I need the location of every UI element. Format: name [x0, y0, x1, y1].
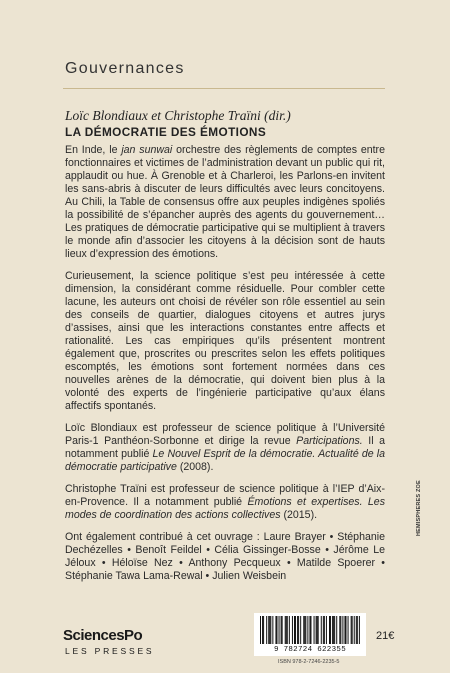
- barcode-bar: [269, 616, 270, 644]
- barcode-bar: [282, 616, 283, 644]
- barcode-bar: [330, 616, 331, 644]
- barcode-number: 9 782724 622355: [273, 646, 346, 654]
- barcode-bar: [270, 616, 271, 644]
- barcode-bar: [314, 616, 315, 644]
- isbn: ISBN 978-2-7246-2235-5: [278, 659, 340, 665]
- barcode-bar: [303, 616, 304, 644]
- series-name: Gouvernances: [65, 60, 185, 77]
- barcode-bar: [309, 616, 310, 644]
- barcode-bar: [292, 616, 293, 644]
- barcode-bar: [348, 616, 349, 644]
- barcode-bar: [357, 616, 358, 644]
- barcode-bar: [336, 616, 337, 644]
- barcode-bar: [356, 616, 357, 644]
- barcode-bar: [295, 616, 296, 644]
- contributors-list: Ont également contribué à cet ouvrage : Laure Brayer • Stéphanie Dechézelles • Benoît Feildel • Célia Gissinger-Bosse • Jérôme Le Jéloux • Héloïse Nez • Anthony Pecqueux • Matilde Spoerer • Stéphanie Tawa Lama-Rewal • Julien Weisbein: [65, 531, 385, 582]
- barcode-bar: [323, 616, 324, 644]
- publisher-logo: [63, 627, 154, 656]
- barcode-bar: [333, 616, 334, 644]
- publisher-logo-name: SciencesPo: [63, 627, 143, 644]
- barcode-bar: [339, 616, 340, 644]
- barcode-bar: [263, 616, 264, 644]
- barcode-bar: [305, 616, 306, 644]
- barcode-bar: [298, 616, 299, 644]
- barcode-bar: [272, 616, 273, 644]
- barcode-bar: [310, 616, 311, 644]
- barcode-bar: [294, 616, 295, 644]
- barcode-bar: [281, 616, 282, 644]
- barcode-bar: [351, 616, 352, 644]
- barcode-bar: [321, 616, 322, 644]
- barcode-bar: [260, 616, 261, 644]
- barcode-bar: [352, 616, 353, 644]
- barcode-bar: [316, 616, 317, 644]
- barcode-bar: [345, 616, 346, 644]
- author-bio-traini: Christophe Traïni est professeur de science politique à l’IEP d’Aix-en-Provence. Il a notamment publié Émotions et expertises. Les modes de coordination des actions collectives (2015).: [65, 483, 385, 521]
- barcode-bar: [262, 616, 263, 644]
- barcode-bar: [317, 616, 318, 644]
- partner-imprint-logo: HEMISPHERES ZOE: [416, 480, 422, 536]
- barcode-bar: [332, 616, 333, 644]
- barcode-bar: [300, 616, 301, 644]
- barcode-bar: [354, 616, 355, 644]
- book-authors: Loïc Blondiaux et Christophe Traïni (dir.): [65, 108, 291, 123]
- barcode-bar: [286, 616, 287, 644]
- barcode-bar: [297, 616, 298, 644]
- cover-blurb: [65, 144, 385, 583]
- barcode-bar: [342, 616, 343, 644]
- barcode-bar: [334, 616, 335, 644]
- barcode-bar: [268, 616, 269, 644]
- barcode-bar: [276, 616, 277, 644]
- barcode-bar: [307, 616, 308, 644]
- barcode-bar: [340, 616, 341, 644]
- blurb-paragraph-1: En Inde, le jan sunwai orchestre des règlements de comptes entre fonctionnaires et victimes de l’administration devant un public qui rit, applaudit ou hue. À Grenoble et à Charleroi, les Parlons-en invitent les sans-abris à discuter de leurs difficultés avec leurs concitoyens. Au Chili, la Table de consensus offre aux peuples indigènes spoliés la possibilité de s’épancher auprès des agents du gouvernement… Les pratiques de démocratie participative qui se multiplient à travers le monde afin d’associer les citoyens à la décision sont de hauts lieux d’expression des émotions.: [65, 144, 385, 260]
- barcode-bar: [318, 616, 319, 644]
- publisher-logo-subtitle: LES PRESSES: [65, 646, 155, 656]
- top-divider: [63, 88, 385, 89]
- barcode-bars: [260, 616, 360, 644]
- barcode-bar: [359, 616, 360, 644]
- price: 21€: [376, 630, 395, 642]
- barcode-bar: [324, 616, 325, 644]
- barcode-bar: [329, 616, 330, 644]
- barcode: [254, 613, 366, 656]
- barcode-bar: [275, 616, 276, 644]
- barcode-bar: [287, 616, 288, 644]
- barcode-bar: [326, 616, 327, 644]
- barcode-bar: [344, 616, 345, 644]
- barcode-bar: [304, 616, 305, 644]
- barcode-bar: [266, 616, 267, 644]
- author-bio-blondiaux: Loïc Blondiaux est professeur de science politique à l’Université Paris-1 Panthéon-Sorbonne et dirige la revue Participations. Il a notamment publié Le Nouvel Esprit de la démocratie. Actualité de la démocratie participative (2008).: [65, 422, 386, 473]
- barcode-bar: [285, 616, 286, 644]
- barcode-bar: [279, 616, 280, 644]
- blurb-paragraph-2: Curieusement, la science politique s’est peu intéressée à cette dimension, la considérant comme résiduelle. Pour combler cette lacune, les auteurs ont choisi de révéler son rôle essentiel au sein des conseils de quartier, dialogues citoyens et autres jurys d’assises, ainsi que les interactions constantes entre affects et rationalité. Les cas empiriques qu’ils présentent montrent également que, proscrites ou prescrites selon les effets politiques escomptés, les émotions sont fortement normées dans ces nouvelles arènes de la démocratie, qui doivent bien plus à la volonté des experts de l’ingénierie participative qu’aux élans affectifs spontanés.: [65, 270, 385, 412]
- barcode-bar: [289, 616, 290, 644]
- book-title: LA DÉMOCRATIE DES ÉMOTIONS: [65, 125, 267, 139]
